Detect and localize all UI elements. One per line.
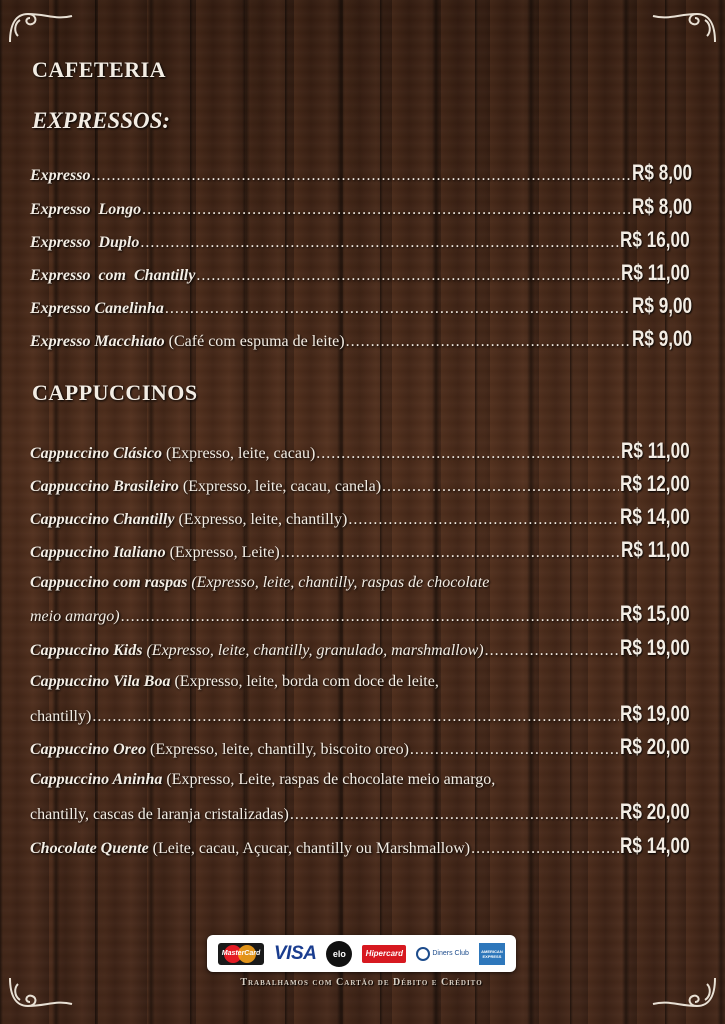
item-name: Chocolate Quente — [30, 840, 149, 857]
item-price: R$ 19,00 — [619, 701, 690, 726]
item-name: Cappuccino Brasileiro — [30, 478, 179, 495]
item-price: R$ 12,00 — [619, 471, 690, 496]
item-price: R$ 20,00 — [619, 734, 690, 759]
corner-ornament-top-right — [649, 6, 719, 46]
leader-dots — [382, 478, 619, 496]
menu-item-cappuccino-kids — [30, 630, 695, 660]
item-price: R$ 9,00 — [631, 326, 693, 351]
item-price: R$ 8,00 — [631, 194, 693, 219]
diners-club-logo: Diners Club — [416, 947, 469, 961]
leader-dots — [140, 234, 618, 252]
item-description: (Expresso, leite, chantilly, raspas de chocolate — [191, 574, 490, 591]
item-name: Cappuccino Clásico — [30, 445, 163, 462]
leader-dots — [121, 608, 619, 626]
menu-item-expresso-duplo — [30, 222, 695, 252]
item-price: R$ 11,00 — [620, 438, 690, 463]
menu-item-cappuccino-vila-boa — [30, 696, 695, 726]
item-name: Expresso Macchiato — [30, 333, 165, 350]
corner-ornament-top-left — [6, 6, 76, 46]
leader-dots — [290, 806, 619, 824]
menu-item-cappuccino-raspas-line1 — [30, 574, 670, 592]
leader-dots — [92, 708, 618, 726]
menu-item-cappuccino-italiano — [30, 532, 695, 562]
corner-ornament-bottom-right — [649, 974, 719, 1014]
item-description: (Leite, cacau, Açucar, chantilly ou Marshmallow) — [152, 840, 471, 857]
cappuccinos-heading: CAPPUCCINOS — [32, 380, 198, 405]
menu-item-cappuccino-brasileiro — [30, 466, 695, 496]
flourish-icon — [649, 6, 719, 46]
flourish-icon — [649, 974, 719, 1014]
item-description-cont: chantilly, cascas de laranja cristalizadas) — [30, 806, 289, 823]
item-name: Cappuccino Aninha — [30, 771, 163, 788]
item-name: Cappuccino Italiano — [30, 544, 166, 561]
item-name: Expresso Canelinha — [30, 300, 164, 317]
payment-cards-banner — [207, 935, 516, 972]
item-description: (Expresso, leite, borda com doce de leite, — [174, 673, 439, 690]
item-name: Expresso com Chantilly — [30, 267, 196, 284]
payment-notice: Trabalhamos com Cartão de Débito e Crédito — [240, 977, 483, 988]
leader-dots — [196, 267, 620, 285]
item-name: Cappuccino com raspas — [30, 574, 188, 591]
item-name: Cappuccino Vila Boa — [30, 673, 171, 690]
item-description: (Expresso, leite, chantilly, biscoito oreo) — [150, 741, 409, 758]
item-name: Expresso Longo — [30, 201, 142, 218]
item-price: R$ 14,00 — [619, 504, 690, 529]
item-price: R$ 19,00 — [619, 635, 690, 660]
menu-item-cappuccino-aninha — [30, 794, 695, 824]
item-description: (Expresso, leite, chantilly, granulado, marshmallow) — [146, 642, 484, 659]
leader-dots — [410, 741, 619, 759]
corner-ornament-bottom-left — [6, 974, 76, 1014]
menu-item-cappuccino-chantilly — [30, 499, 695, 529]
item-name: Cappuccino Chantilly — [30, 511, 175, 528]
flourish-icon — [6, 974, 76, 1014]
mastercard-logo: MasterCard — [218, 943, 264, 965]
item-description: (Expresso, Leite, raspas de chocolate meio amargo, — [166, 771, 496, 788]
menu-item-cappuccino-raspas — [30, 596, 695, 626]
item-name: Expresso Duplo — [30, 234, 140, 251]
item-description-cont: meio amargo) — [30, 608, 120, 625]
item-price: R$ 11,00 — [620, 537, 690, 562]
expressos-heading: EXPRESSOS: — [32, 108, 171, 133]
menu-item-cappuccino-aninha-line1 — [30, 771, 670, 789]
elo-logo: elo — [326, 941, 352, 967]
item-description: (Expresso, Leite) — [169, 544, 280, 561]
item-name: Expresso — [30, 167, 91, 184]
item-price: R$ 8,00 — [631, 160, 693, 185]
item-name: Cappuccino Oreo — [30, 741, 146, 758]
leader-dots — [142, 201, 631, 219]
leader-dots — [346, 333, 631, 351]
menu-item-expresso-canelinha — [30, 288, 695, 318]
item-price: R$ 9,00 — [631, 293, 693, 318]
leader-dots — [485, 642, 619, 660]
amex-logo: AMERICAN EXPRESS — [479, 943, 505, 965]
item-description: (Expresso, leite, cacau, canela) — [182, 478, 382, 495]
diners-ring-icon — [416, 947, 430, 961]
item-price: R$ 11,00 — [620, 260, 690, 285]
leader-dots — [471, 840, 619, 858]
menu-item-chocolate-quente — [30, 828, 695, 858]
leader-dots — [348, 511, 618, 529]
hipercard-logo: Hipercard — [362, 945, 406, 963]
leader-dots — [316, 445, 620, 463]
flourish-icon — [6, 6, 76, 46]
item-name: Cappuccino Kids — [30, 642, 143, 659]
item-description: (Café com espuma de leite) — [168, 333, 345, 350]
item-description: (Expresso, leite, chantilly) — [178, 511, 348, 528]
menu-item-expresso-longo — [30, 189, 695, 219]
menu-item-expresso-macchiato — [30, 321, 695, 351]
item-description: (Expresso, leite, cacau) — [166, 445, 316, 462]
visa-logo: VISA — [274, 942, 317, 964]
menu-title: CAFETERIA — [32, 57, 167, 82]
item-description-cont: chantilly) — [30, 708, 92, 725]
item-price: R$ 16,00 — [619, 227, 690, 252]
menu-item-cappuccino-vila-boa-line1 — [30, 673, 670, 691]
menu-item-cappuccino-classico — [30, 433, 695, 463]
leader-dots — [91, 167, 630, 185]
menu-item-expresso — [30, 155, 695, 185]
item-price: R$ 14,00 — [619, 833, 690, 858]
menu-item-cappuccino-oreo — [30, 729, 695, 759]
item-price: R$ 15,00 — [619, 601, 690, 626]
item-price: R$ 20,00 — [619, 799, 690, 824]
leader-dots — [281, 544, 620, 562]
leader-dots — [165, 300, 631, 318]
menu-item-expresso-chantilly — [30, 255, 695, 285]
